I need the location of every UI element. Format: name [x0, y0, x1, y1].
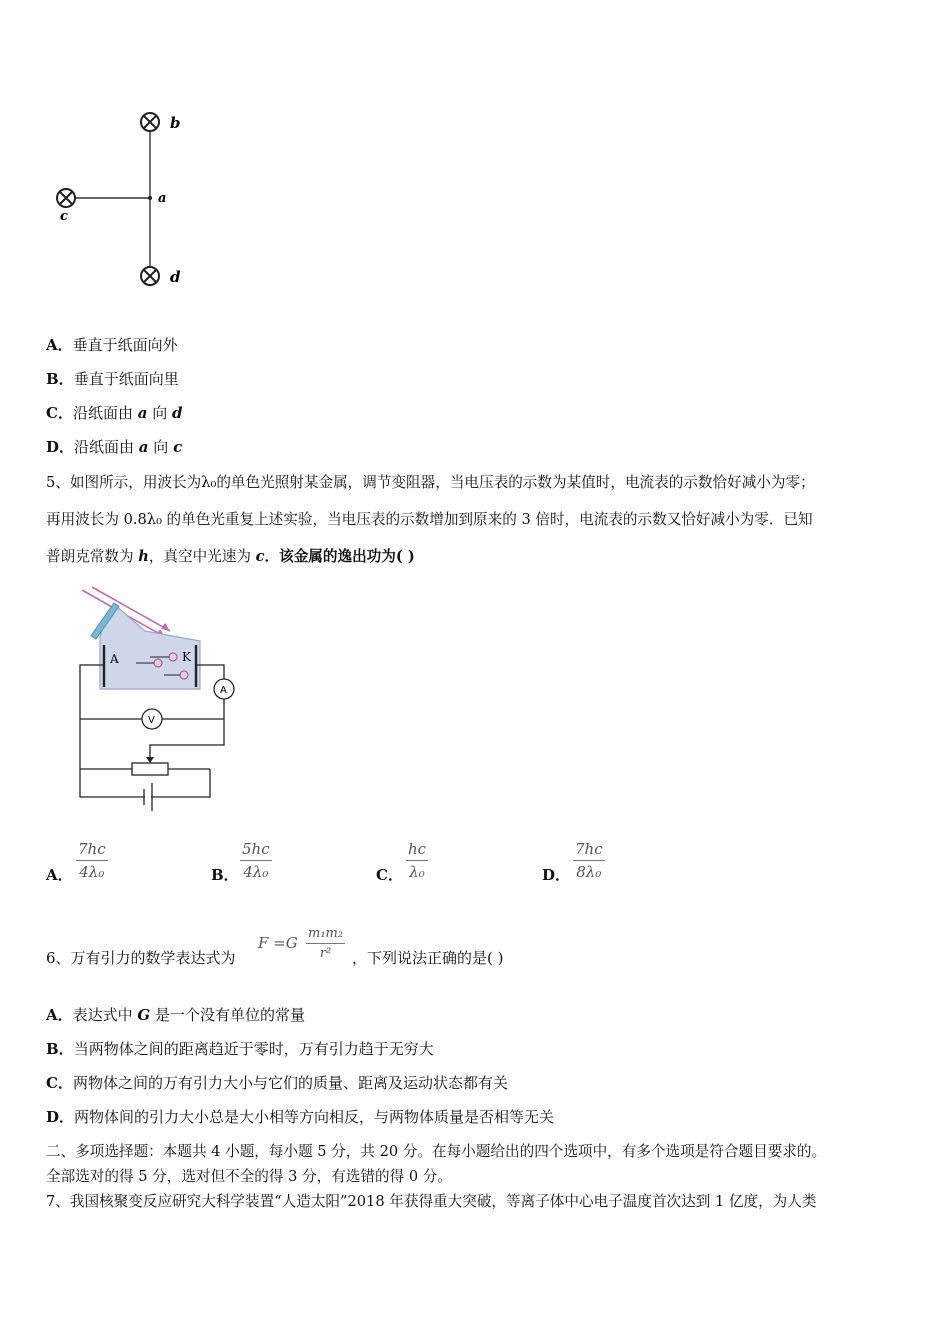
option-text: 沿纸面由: [72, 404, 138, 422]
q5-option-c-fraction: [406, 840, 428, 881]
wire-d-icon: [141, 267, 159, 285]
fraction-denominator: 8λ₀: [576, 863, 602, 881]
section2-line2: 全部选对的得 5 分，选对但不全的得 3 分，有选错的得 0 分。: [46, 1168, 452, 1185]
formula-numerator: m₁m₂: [306, 926, 345, 944]
option-text: 向: [148, 438, 174, 456]
option-text: 向: [147, 404, 173, 422]
voltmeter-label: V: [148, 715, 155, 726]
option-text: 两物体之间的万有引力大小与它们的质量、距离及运动状态都有关: [72, 1074, 508, 1092]
q5-option-d-letter: D．: [542, 866, 571, 884]
q5-line1: 5、如图所示，用波长为λ₀的单色光照射某金属，调节变阻器，当电压表的示数为某值时，电流表的示数恰好减小为零；: [46, 474, 815, 491]
photoelectric-circuit: [70, 585, 270, 825]
option-letter: B．: [46, 370, 74, 388]
q5-option-a-fraction: [76, 840, 108, 881]
option-text: 表达式中: [72, 1006, 138, 1024]
q5-line2: 再用波长为 0.8λ₀ 的单色光重复上述实验，当电压表的示数增加到原来的 3 倍时，电流表的示数又恰好减小为零．已知: [46, 511, 813, 528]
option-text: 是一个没有单位的常量: [150, 1006, 306, 1024]
label-a: a: [158, 191, 167, 206]
plate-k-label: K: [182, 650, 191, 664]
option-letter: C．: [46, 404, 73, 422]
var-c: c: [173, 438, 183, 456]
q4-option-b: [46, 368, 179, 390]
q5-text: ，真空中光速为: [148, 548, 256, 565]
q5-line3: [46, 546, 415, 568]
label-d: d: [170, 268, 181, 286]
q4-option-a: [46, 334, 178, 356]
option-text: 两物体间的引力大小总是大小相等方向相反，与两物体质量是否相等无关: [74, 1108, 555, 1126]
q5-option-a-letter: A．: [46, 866, 73, 884]
q4-option-d: [46, 436, 182, 458]
q6-stem-post: ，下列说法正确的是( ): [352, 949, 504, 967]
q6-option-c: [46, 1072, 508, 1094]
var-a: a: [138, 438, 149, 456]
ammeter-icon: [214, 679, 234, 699]
wire-b-icon: [141, 113, 159, 131]
section2-line1: 二、多项选择题：本题共 4 小题，每小题 5 分，共 20 分。在每小题给出的四个选项中，有多个选项是符合题目要求的。: [46, 1143, 827, 1160]
option-letter: A．: [46, 336, 73, 354]
var-c: c: [255, 548, 265, 565]
q5-option-d-fraction: [573, 840, 605, 881]
q6-option-d: [46, 1106, 554, 1128]
q5-text: ．该金属的逸出功为( ): [264, 548, 415, 565]
q5-option-b-letter: B．: [211, 866, 239, 884]
option-letter: D．: [46, 438, 75, 456]
wire-diagram: [40, 100, 240, 300]
voltmeter-icon: [142, 709, 162, 729]
q7-line1: 7、我国核聚变反应研究大科学装置“人造太阳”2018 年获得重大突破，等离子体中心电子温度首次达到 1 亿度，为人类: [46, 1193, 817, 1210]
fraction-numerator: hc: [406, 840, 428, 861]
q5-option-c-letter: C．: [376, 866, 403, 884]
q6-option-a: [46, 1004, 305, 1026]
q6-stem-pre: 6、万有引力的数学表达式为: [46, 949, 236, 967]
fraction-numerator: 5hc: [240, 840, 272, 861]
var-d: d: [172, 404, 183, 422]
option-text: 垂直于纸面向外: [72, 336, 178, 354]
var-a: a: [137, 404, 148, 422]
label-c: c: [60, 209, 68, 224]
option-letter: D．: [46, 1108, 75, 1126]
fraction-numerator: 7hc: [573, 840, 605, 861]
fraction-numerator: 7hc: [76, 840, 108, 861]
option-text: 沿纸面由: [74, 438, 139, 456]
label-b: b: [170, 114, 181, 132]
formula-denominator: r²: [319, 946, 332, 961]
option-text: 垂直于纸面向里: [73, 370, 179, 388]
option-text: 当两物体之间的距离趋近于零时，万有引力趋于无穷大: [73, 1040, 434, 1058]
wire-c-icon: [57, 189, 75, 207]
plate-a-label: A: [110, 652, 119, 666]
q5-option-b-fraction: [240, 840, 272, 881]
option-letter: A．: [46, 1006, 73, 1024]
var-g: G: [137, 1006, 151, 1024]
formula-fraction: [306, 926, 345, 961]
fraction-denominator: 4λ₀: [243, 863, 269, 881]
fraction-denominator: λ₀: [409, 863, 425, 881]
option-letter: C．: [46, 1074, 73, 1092]
formula-lhs: F =G: [258, 934, 298, 952]
q4-option-c: [46, 402, 183, 424]
q6-option-b: [46, 1038, 434, 1060]
option-letter: B．: [46, 1040, 74, 1058]
var-h: h: [138, 548, 149, 565]
ammeter-label: A: [220, 685, 227, 696]
q5-text: 普朗克常数为: [46, 548, 139, 565]
fraction-denominator: 4λ₀: [79, 863, 105, 881]
